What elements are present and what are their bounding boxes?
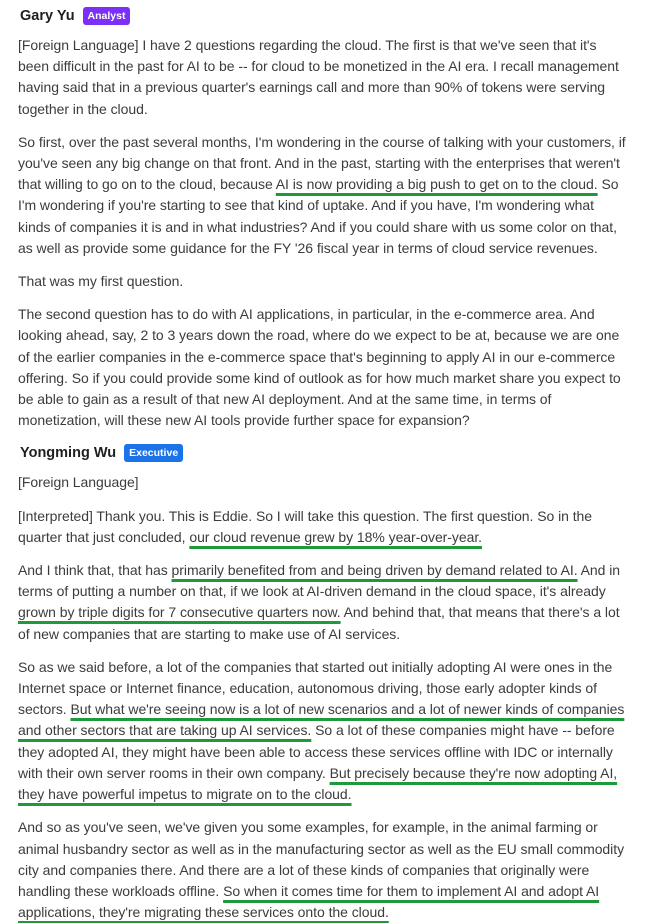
text: And I think that, that has	[18, 562, 172, 579]
text: So first, over the past several months, I'm wondering in the course of talking with your customers, if you've seen any big change on that front. And in the past, starting with the enterprises that weren't that willing to go on to the cloud, because	[18, 133, 626, 193]
text: So a lot of these companies might have -- before they adopted AI, they might have been able to access these services offline with IDC or internally with their own server rooms in their own company.	[18, 722, 615, 781]
highlighted-text: our cloud revenue grew by 18% year-over-year.	[189, 528, 483, 545]
text: So as we said before, a lot of the companies that started out initially adopting AI were ones in the Internet space or Internet finance, education, autonomous driving, those early adopter kinds of sectors.	[18, 658, 613, 718]
speaker-header	[18, 443, 628, 463]
highlighted-text: grown by triple digits for 7 consecutive quarters now.	[18, 604, 341, 621]
text: So I'm wondering if you're starting to see that kind of uptake. And if you have, I'm wondering what kinds of companies it is and in what industries? And if you could share with us some color on that, as well as provide some guidance for the FY '26 fiscal year in terms of cloud service revenues.	[18, 176, 619, 256]
highlighted-text: But what we're seeing now is a lot of new scenarios and a lot of newer kinds of companies and other sectors that are taking up AI services.	[18, 701, 625, 739]
text: [Foreign Language]	[18, 474, 139, 491]
text: And behind that, that means that there's a lot of new companies that are starting to make use of AI services.	[18, 604, 620, 642]
speaker-name: Yongming Wu	[20, 445, 117, 462]
speaker-name: Gary Yu	[20, 8, 75, 24]
text: That was my first question.	[18, 273, 184, 290]
text: And so as you've seen, we've given you some examples, for example, in the animal farming or animal husbandry sector as well as in the manufacturing sector as well as the EU small commodity city and companies there. And there are a lot of these kinds of companies that originally were handling these workloads offline.	[18, 819, 625, 899]
highlighted-text: So when it comes time for them to implement AI and adopt AI applications, they're migrating these services onto the cloud.	[18, 882, 600, 921]
paragraph	[18, 506, 628, 548]
paragraph	[18, 35, 628, 120]
paragraph	[18, 817, 628, 923]
role-badge-analyst: Analyst	[83, 7, 131, 25]
text: [Interpreted] Thank you. This is Eddie. So I will take this question. The first question. So in the quarter that just concluded,	[18, 507, 593, 545]
highlighted-text: AI is now providing a big push to get on to the cloud.	[275, 176, 598, 193]
text: And in terms of putting a number on that, if we look at AI-driven demand in the cloud space, it's already	[18, 562, 621, 600]
paragraph	[18, 304, 628, 431]
role-badge-executive: Executive	[124, 444, 183, 462]
paragraph	[18, 472, 628, 493]
text: [Foreign Language] I have 2 questions regarding the cloud. The first is that we've seen that it's been difficult in the past for AI to be -- for cloud to be monetized in the AI era. I recall management having said that in a previous quarter's earnings call and more than 90% of tokens were serving together in the cloud.	[18, 37, 619, 117]
speaker-header	[18, 6, 628, 26]
highlighted-text: But precisely because they're now adopting AI, they have powerful impetus to migrate on to the cloud.	[18, 764, 618, 803]
highlighted-text: primarily benefited from and being driven by demand related to AI.	[171, 562, 578, 579]
paragraph	[18, 657, 628, 805]
text: The second question has to do with AI applications, in particular, in the e-commerce area. And looking ahead, say, 2 to 3 years down the road, where do we expect to be at, because we are one of the earlier companies in the e-commerce space that's beginning to apply AI in our e-commerce offering. So if you could provide some kind of outlook as for how much market share you expect to be able to gain as a result of that new AI deployment. And at the same time, in terms of monetization, will these new AI tools provide further space for expansion?	[18, 306, 621, 429]
paragraph	[18, 271, 628, 292]
paragraph	[18, 132, 628, 259]
paragraph	[18, 560, 628, 645]
